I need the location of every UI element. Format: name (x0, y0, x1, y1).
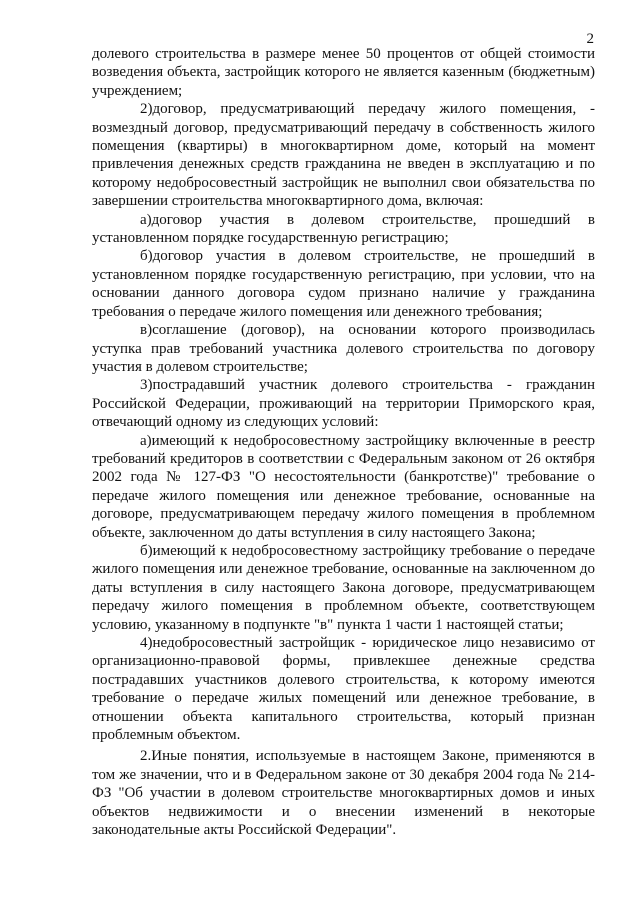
paragraph-item-3a: а)имеющий к недобросовестному застройщику включенные в реестр требований кредиторов в соответствии с Федеральным законом от 26 октября 2002 года № 127-ФЗ "О несостоятельности (банкротстве)" требование о передаче жилого помещения или денежное требование, основанные на договоре, предусматривающем передачу жилого помещения в проблемном объекте, заключенном до даты вступления в силу настоящего Закона; (92, 432, 595, 541)
document-body (92, 45, 595, 839)
paragraph-continuation: долевого строительства в размере менее 50 процентов от общей стоимости возведения объекта, застройщик которого не является казенным (бюджетным) учреждением; (92, 46, 595, 99)
page-number: 2 (586, 31, 594, 47)
paragraph-item-3: 3)пострадавший участник долевого строительства - гражданин Российской Федерации, проживающий на территории Приморского края, отвечающий одному из следующих условий: (92, 377, 595, 431)
paragraph-item-2b: б)договор участия в долевом строительстве, не прошедший в установленном порядке государственную регистрацию, при условии, что на основании данного договора судом признано наличие у гражданина требования о передаче жилого помещения или денежного требования; (92, 248, 595, 320)
paragraph-item-2: 2)договор, предусматривающий передачу жилого помещения, - возмездный договор, предусматривающий передачу в собственность жилого помещения (квартиры) в многоквартирном доме, который на момент привлечения денежных средств гражданина не введен в эксплуатацию и по которому недобросовестный застройщик не выполнил свои обязательства по завершении строительства многоквартирного дома, включая: (92, 101, 595, 210)
paragraph-item-4: 4)недобросовестный застройщик - юридическое лицо независимо от организационно-правовой формы, привлекшее денежные средства пострадавших участников долевого строительства, к которому имеются требование о передаче жилых помещений или денежное требование, в отношении объекта капитального строительства, который признан проблемным объектом. (92, 635, 595, 744)
paragraph-item-2a: а)договор участия в долевом строительстве, прошедший в установленном порядке государственную регистрацию; (92, 211, 595, 247)
paragraph-item-3b: б)имеющий к недобросовестному застройщику требование о передаче жилого помещения или денежное требование, основанные на заключенном до даты вступления в силу настоящего Закона договоре, предусматривающем передачу жилого помещения в проблемном объекте, соответствующем условию, указанному в подпункте "в" пункта 1 части 1 настоящей статьи; (92, 542, 595, 633)
paragraph-part-2: 2.Иные понятия, используемые в настоящем Законе, применяются в том же значении, что и в Федеральном законе от 30 декабря 2004 года № 214-ФЗ "Об участии в долевом строительстве многоквартирных домов и иных объектов недвижимости и о внесении изменений в некоторые законодательные акты Российской Федерации". (92, 748, 595, 839)
paragraph-item-2v: в)соглашение (договор), на основании которого производилась уступка прав требований участника долевого строительства по договору участия в долевом строительстве; (92, 322, 595, 375)
